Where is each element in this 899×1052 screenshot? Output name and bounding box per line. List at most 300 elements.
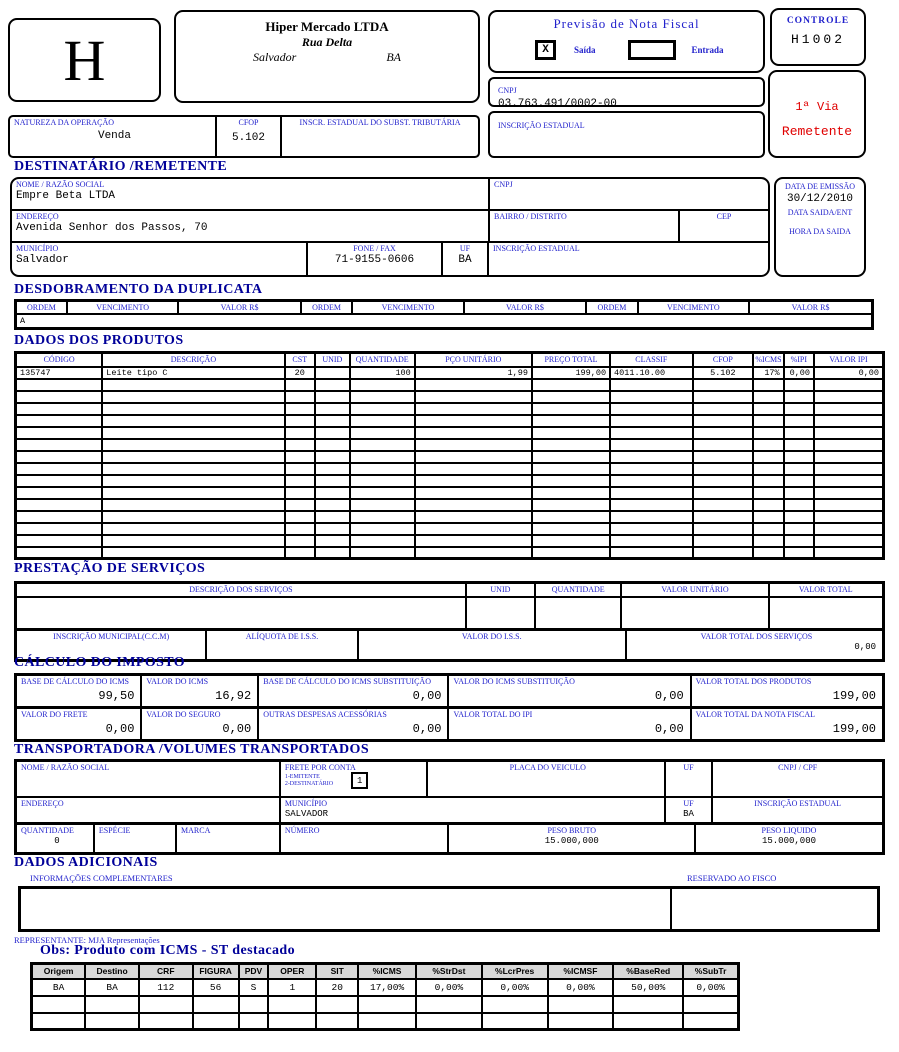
product-row-empty: [16, 403, 884, 415]
product-cell: [693, 415, 754, 427]
emission-date-box: [774, 177, 866, 277]
imposto-value: 0,00: [412, 722, 442, 736]
product-cell: 20: [285, 367, 315, 379]
product-row-empty: [16, 535, 884, 547]
dest-cep-value: [680, 221, 768, 222]
fiscal-cell: [613, 1013, 683, 1030]
destinatario-title: DESTINATÁRIO /REMETENTE: [14, 159, 228, 174]
imposto-cell: [449, 676, 691, 706]
product-cell: [102, 523, 284, 535]
product-cell: [315, 367, 350, 379]
column-header: DESCRIÇÃO DOS SERVIÇOS: [189, 585, 293, 594]
servicos-body-cell: [770, 598, 882, 628]
product-cell: [784, 487, 814, 499]
total-servicos-value: 0,00: [854, 642, 876, 652]
product-cell: [315, 391, 350, 403]
imposto-label: VALOR TOTAL DOS PRODUTOS: [695, 677, 812, 686]
column-header: VENCIMENTO: [352, 301, 463, 314]
product-cell: [102, 415, 284, 427]
dest-bairro-value: [490, 221, 678, 222]
product-row: [16, 367, 884, 379]
product-cell: [814, 523, 884, 535]
data-saida-label: DATA SAIDA/ENT: [787, 208, 853, 217]
column-header: ORDEM: [301, 301, 352, 314]
product-cell: [350, 547, 415, 559]
fiscal-cell: [239, 996, 269, 1013]
product-cell: [532, 547, 610, 559]
product-row-empty: [16, 547, 884, 559]
fiscal-cell: [548, 996, 614, 1013]
imposto-cell: [17, 676, 142, 706]
product-cell: [315, 475, 350, 487]
product-row-empty: [16, 475, 884, 487]
product-cell: [693, 499, 754, 511]
column-header: %IPI: [784, 353, 814, 367]
imposto-value: 199,00: [832, 689, 876, 703]
product-cell: [814, 451, 884, 463]
via-recipient: Remetente: [781, 124, 853, 139]
dest-municipio-label: MUNICÍPIO: [16, 244, 59, 253]
fiscal-cell: [416, 996, 482, 1013]
product-cell: [16, 403, 103, 415]
imposto-value: 0,00: [654, 722, 684, 736]
fiscal-row-empty: [32, 996, 739, 1013]
imposto-title: CÁLCULO DO IMPOSTO: [14, 655, 186, 670]
product-cell: [16, 511, 103, 523]
product-cell: [610, 379, 692, 391]
product-cell: [753, 475, 783, 487]
placa-value: [428, 772, 664, 773]
fiscal-cell: [139, 1013, 193, 1030]
product-cell: 100: [350, 367, 415, 379]
product-cell: [532, 391, 610, 403]
product-cell: [753, 535, 783, 547]
product-cell: [285, 439, 315, 451]
entrada-checkbox[interactable]: [628, 40, 676, 60]
product-cell: [350, 379, 415, 391]
servicos-header-cell: [467, 584, 536, 596]
column-header: %ICMS: [358, 964, 416, 979]
fiscal-cell: [32, 1013, 86, 1030]
product-cell: [285, 475, 315, 487]
product-cell: [102, 427, 284, 439]
column-header: VALOR R$: [464, 301, 587, 314]
fiscal-cell: [32, 996, 86, 1013]
product-cell: [16, 415, 103, 427]
fiscal-cell: [316, 1013, 358, 1030]
imposto-cell: [142, 676, 259, 706]
controle-label: CONTROLE: [786, 16, 850, 26]
product-row-empty: [16, 499, 884, 511]
column-header: Destino: [85, 964, 139, 979]
product-cell: [814, 427, 884, 439]
column-header: QUANTIDADE: [551, 585, 605, 594]
dest-bairro-label: BAIRRO / DISTRITO: [494, 212, 567, 221]
fiscal-cell: [683, 1013, 738, 1030]
company-city-line: [176, 50, 478, 65]
column-header: CST: [285, 353, 315, 367]
imposto-cell: [259, 676, 449, 706]
product-row-empty: [16, 391, 884, 403]
product-cell: [693, 511, 754, 523]
saida-label: Saída: [574, 45, 596, 55]
product-cell: [753, 523, 783, 535]
fiscal-row-empty: [32, 1013, 739, 1030]
column-header: CFOP: [693, 353, 754, 367]
column-header: VALOR R$: [178, 301, 301, 314]
fiscal-cell: [358, 1013, 416, 1030]
product-cell: [693, 547, 754, 559]
imposto-cell: [692, 676, 882, 706]
volumes-numero-value: [281, 835, 448, 836]
imposto-label: VALOR DO SEGURO: [146, 710, 221, 719]
via-box: [768, 70, 866, 158]
column-header: %BaseRed: [613, 964, 683, 979]
product-cell: [753, 487, 783, 499]
dest-nome-value: Empre Beta LTDA: [16, 190, 116, 202]
product-cell: [415, 415, 532, 427]
fiscal-cell: [548, 1013, 614, 1030]
product-cell: [102, 451, 284, 463]
product-cell: [814, 415, 884, 427]
product-cell: [102, 499, 284, 511]
column-header: VALOR UNITÁRIO: [661, 585, 729, 594]
product-cell: [102, 511, 284, 523]
product-cell: [784, 499, 814, 511]
product-cell: [693, 427, 754, 439]
product-cell: [693, 535, 754, 547]
frete-value-box: 1: [351, 772, 368, 789]
imposto-value: 0,00: [654, 689, 684, 703]
product-cell: [16, 439, 103, 451]
product-cell: [102, 379, 284, 391]
product-cell: [350, 403, 415, 415]
transp-uf2-label: UF: [683, 799, 694, 808]
product-cell: [102, 547, 284, 559]
product-cell: [16, 451, 103, 463]
column-header: CÓDIGO: [16, 353, 103, 367]
emitente-cnpj-label: CNPJ: [498, 86, 517, 95]
imposto-value: 99,50: [98, 689, 135, 703]
fiscal-cell: 50,00%: [613, 979, 683, 996]
product-cell: [784, 463, 814, 475]
product-cell: [285, 379, 315, 391]
column-header: VALOR R$: [749, 301, 872, 314]
fiscal-cell: 56: [193, 979, 239, 996]
product-cell: [285, 487, 315, 499]
product-cell: [415, 535, 532, 547]
imposto-cell: [259, 709, 449, 739]
hora-saida-label: HORA DA SAIDA: [789, 227, 851, 236]
product-cell: [315, 547, 350, 559]
column-header: %StrDst: [416, 964, 482, 979]
product-cell: [784, 379, 814, 391]
imposto-value: 0,00: [105, 722, 135, 736]
placa-label: PLACA DO VEICULO: [509, 763, 586, 772]
fiscal-cell: 0,00%: [548, 979, 614, 996]
product-cell: [693, 523, 754, 535]
fiscal-cell: [482, 996, 548, 1013]
produtos-title: DADOS DOS PRODUTOS: [14, 333, 184, 348]
product-row-empty: [16, 439, 884, 451]
adicionais-box: [18, 886, 880, 932]
product-cell: [102, 487, 284, 499]
product-cell: [415, 439, 532, 451]
fiscal-cell: [139, 996, 193, 1013]
product-cell: 5.102: [693, 367, 754, 379]
product-cell: [784, 391, 814, 403]
natureza-value: Venda: [97, 130, 131, 142]
column-header: CRF: [139, 964, 193, 979]
product-cell: [350, 475, 415, 487]
column-header: %SubTr: [683, 964, 738, 979]
fiscal-cell: [358, 996, 416, 1013]
cfop-label: CFOP: [238, 118, 259, 127]
product-cell: 17%: [753, 367, 783, 379]
peso-bruto-label: PESO BRUTO: [547, 826, 596, 835]
imposto-value: 0,00: [222, 722, 252, 736]
product-cell: [814, 535, 884, 547]
fiscal-cell: 1: [268, 979, 316, 996]
product-cell: [784, 511, 814, 523]
product-cell: [350, 523, 415, 535]
imposto-label: VALOR DO ICMS: [146, 677, 209, 686]
fiscal-cell: 20: [316, 979, 358, 996]
product-cell: [415, 379, 532, 391]
product-cell: [693, 379, 754, 391]
product-cell: [315, 499, 350, 511]
product-cell: [610, 439, 692, 451]
company-name: Hiper Mercado LTDA: [265, 19, 389, 34]
column-header: SIT: [316, 964, 358, 979]
product-cell: [532, 451, 610, 463]
transp-cnpj-label: CNPJ / CPF: [778, 763, 818, 772]
product-cell: [532, 487, 610, 499]
product-cell: [532, 439, 610, 451]
product-cell: 0,00: [814, 367, 884, 379]
product-cell: [693, 391, 754, 403]
transp-uf1-label: UF: [683, 763, 694, 772]
dest-endereco-label: ENDEREÇO: [16, 212, 59, 221]
transp-municipio-label: MUNICÍPIO: [284, 799, 328, 808]
servicos-header-cell: [622, 584, 769, 596]
volumes-especie-value: [95, 835, 175, 836]
product-cell: [693, 463, 754, 475]
product-cell: [350, 499, 415, 511]
product-cell: [415, 403, 532, 415]
imposto-box: [14, 673, 885, 742]
product-cell: [814, 379, 884, 391]
product-cell: [753, 511, 783, 523]
product-cell: [315, 403, 350, 415]
column-header: UNID: [490, 585, 511, 594]
representante-line: REPRESENTANTE: MJA Representações: [14, 935, 160, 945]
column-header: %LcrPres: [482, 964, 548, 979]
product-cell: [784, 535, 814, 547]
imposto-label: BASE DE CÁLCULO DO ICMS: [21, 677, 130, 686]
fiscal-cell: 112: [139, 979, 193, 996]
dest-municipio-value: Salvador: [16, 254, 69, 266]
fiscal-cell: 0,00%: [416, 979, 482, 996]
product-cell: [102, 439, 284, 451]
company-info-box: [174, 10, 480, 103]
product-cell: [350, 451, 415, 463]
servicos-header-cell: [536, 584, 623, 596]
product-cell: [814, 391, 884, 403]
product-row-empty: [16, 511, 884, 523]
imposto-cell: [17, 709, 142, 739]
product-cell: [610, 451, 692, 463]
subst-trib-value: [282, 127, 478, 128]
product-cell: [532, 463, 610, 475]
fiscal-cell: [613, 996, 683, 1013]
product-cell: [784, 415, 814, 427]
product-cell: [610, 499, 692, 511]
obs-line: Obs: Produto com ICMS - ST destacado: [40, 943, 296, 958]
product-cell: [102, 403, 284, 415]
product-cell: [532, 475, 610, 487]
product-cell: [753, 403, 783, 415]
product-cell: [102, 535, 284, 547]
emitente-ie-label: INSCRIÇÃO ESTADUAL: [498, 121, 585, 130]
fiscal-cell: 0,00%: [482, 979, 548, 996]
duplicata-row-value: A: [16, 314, 873, 329]
transp-endereco-value: [17, 808, 279, 809]
product-cell: [285, 415, 315, 427]
saida-checkbox[interactable]: X: [535, 40, 556, 60]
product-cell: [784, 547, 814, 559]
product-cell: [16, 427, 103, 439]
column-header: FIGURA: [193, 964, 239, 979]
product-cell: [415, 391, 532, 403]
transp-nome-label: NOME / RAZÃO SOCIAL: [21, 763, 110, 772]
product-cell: [610, 391, 692, 403]
column-header: OPER: [268, 964, 316, 979]
fiscal-cell: [683, 996, 738, 1013]
transp-nome-value: [17, 772, 279, 773]
product-cell: [532, 523, 610, 535]
natureza-label: NATUREZA DA OPERAÇÃO: [14, 118, 115, 127]
product-cell: [415, 487, 532, 499]
imposto-cell: [449, 709, 691, 739]
transp-ie-label: INSCRIÇÃO ESTADUAL: [754, 799, 841, 808]
product-cell: [784, 475, 814, 487]
servicos-header-cell: [17, 584, 467, 596]
product-cell: [315, 535, 350, 547]
product-cell: [784, 427, 814, 439]
product-cell: [16, 547, 103, 559]
product-cell: [16, 463, 103, 475]
column-header: VENCIMENTO: [67, 301, 178, 314]
dest-fone-value: 71-9155-0606: [334, 254, 415, 266]
product-cell: [610, 535, 692, 547]
column-header: QUANTIDADE: [350, 353, 415, 367]
volumes-numero-label: NÚMERO: [284, 826, 320, 835]
product-cell: 4011.10.00: [610, 367, 692, 379]
product-row-empty: [16, 463, 884, 475]
product-cell: [753, 439, 783, 451]
product-cell: [532, 499, 610, 511]
reservado-fisco-value: [672, 889, 877, 890]
product-cell: [415, 547, 532, 559]
product-cell: [610, 415, 692, 427]
frete-por-conta-label: FRETE POR CONTA: [284, 763, 356, 772]
product-cell: [753, 391, 783, 403]
product-cell: [532, 511, 610, 523]
product-cell: 1,99: [415, 367, 532, 379]
product-cell: [814, 475, 884, 487]
product-cell: [610, 427, 692, 439]
fiscal-cell: 17,00%: [358, 979, 416, 996]
products-table: [14, 351, 885, 560]
transportadora-box: [14, 759, 885, 855]
product-cell: [784, 523, 814, 535]
product-cell: [285, 451, 315, 463]
product-cell: [532, 427, 610, 439]
product-cell: [415, 475, 532, 487]
product-cell: [814, 463, 884, 475]
adicionais-title: DADOS ADICIONAIS: [14, 855, 158, 870]
servicos-body-cell: [17, 598, 467, 628]
product-row-empty: [16, 523, 884, 535]
product-cell: [784, 403, 814, 415]
transportadora-title: TRANSPORTADORA /VOLUMES TRANSPORTADOS: [14, 742, 370, 757]
reservado-fisco-label: RESERVADO AO FISCO: [687, 873, 777, 883]
dest-fone-label: FONE / FAX: [353, 244, 396, 253]
product-cell: [102, 475, 284, 487]
product-cell: [415, 463, 532, 475]
subst-trib-label: INSCR. ESTADUAL DO SUBST. TRIBUTÁRIA: [299, 118, 461, 127]
product-cell: [16, 379, 103, 391]
company-logo: H: [63, 27, 106, 93]
product-cell: [350, 511, 415, 523]
product-cell: [102, 463, 284, 475]
product-cell: [814, 511, 884, 523]
product-cell: [102, 391, 284, 403]
product-cell: [610, 487, 692, 499]
product-cell: [610, 523, 692, 535]
total-servicos-label: VALOR TOTAL DOS SERVIÇOS: [700, 632, 813, 641]
servicos-box: [14, 581, 885, 662]
duplicata-title: DESDOBRAMENTO DA DUPLICATA: [14, 282, 263, 297]
transp-uf2-value: BA: [683, 809, 694, 819]
product-cell: [350, 463, 415, 475]
servicos-body-cell: [467, 598, 536, 628]
fiscal-cell: [268, 1013, 316, 1030]
volumes-quantidade-label: QUANTIDADE: [21, 826, 74, 835]
fiscal-cell: [316, 996, 358, 1013]
product-cell: [415, 511, 532, 523]
column-header: %ICMS: [753, 353, 783, 367]
fiscal-cell: S: [239, 979, 269, 996]
imposto-label: VALOR TOTAL DA NOTA FISCAL: [695, 710, 815, 719]
product-cell: [753, 463, 783, 475]
imposto-label: OUTRAS DESPESAS ACESSÓRIAS: [263, 710, 387, 719]
inscricao-municipal-label: INSCRIÇÃO MUNICIPAL(C.C.M): [53, 632, 170, 641]
fiscal-cell: BA: [85, 979, 139, 996]
fiscal-cell: [193, 1013, 239, 1030]
product-cell: [285, 535, 315, 547]
product-row-empty: [16, 427, 884, 439]
peso-liquido-label: PESO LIQUIDO: [761, 826, 817, 835]
dest-cep-label: CEP: [716, 212, 732, 221]
product-cell: [285, 463, 315, 475]
natureza-row: [8, 115, 480, 158]
product-cell: [610, 511, 692, 523]
peso-bruto-value: 15.000,000: [544, 836, 599, 846]
dest-endereco-value: Avenida Senhor dos Passos, 70: [16, 222, 208, 234]
fiscal-cell: [85, 1013, 139, 1030]
